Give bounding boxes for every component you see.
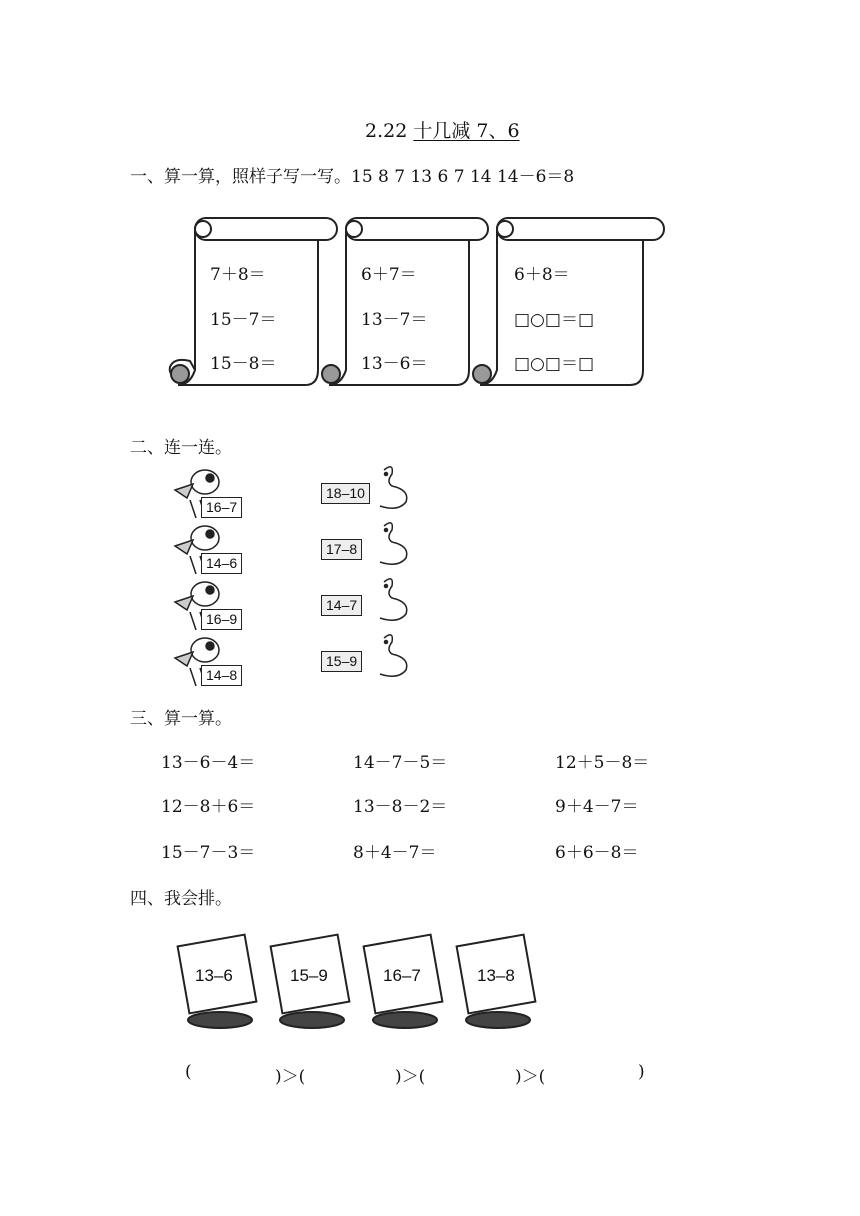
calc-item: 12－8＋6＝ [161,797,256,817]
goose-icon [380,635,407,676]
left-expression: 14–6 [201,553,242,574]
calc-item: 9＋4－7＝ [555,797,639,817]
right-expression: 17–8 [321,539,362,560]
calc-item: 14－7－5＝ [353,753,448,773]
scroll3-line2: □○□＝□ [514,310,595,330]
scroll1-line3: 15－8＝ [210,354,277,374]
order-blank[interactable]: ) [638,1062,645,1082]
section3-heading: 三、算一算。 [130,709,232,729]
card-label: 13–6 [195,966,233,985]
section4-heading: 四、我会排。 [130,889,232,909]
left-expression: 16–7 [201,497,242,518]
section2-heading: 二、连一连。 [130,438,232,458]
scroll2-line2: 13－7＝ [361,310,428,330]
right-expression: 14–7 [321,595,362,616]
right-expression: 18–10 [321,483,370,504]
card-label: 16–7 [383,966,421,985]
scroll1-line2: 15－7＝ [210,310,277,330]
card-label: 13–8 [477,966,515,985]
card-label: 15–9 [290,966,328,985]
order-blank[interactable]: )＞( [275,1067,306,1087]
calc-item: 6＋6－8＝ [555,843,639,863]
goose-icon [380,579,407,620]
order-blank[interactable]: )＞( [515,1067,546,1087]
left-expression: 16–9 [201,609,242,630]
calc-item: 8＋4－7＝ [353,843,437,863]
scroll1-line1: 7＋8＝ [210,265,266,285]
lesson-number: 2.22 [365,120,408,142]
order-blank[interactable]: )＞( [395,1067,426,1087]
calc-item: 15－7－3＝ [161,843,256,863]
order-blank[interactable]: ( [185,1062,192,1082]
section1-heading: 一、算一算，照样子写一写。15 8 7 13 6 7 14 14－6＝8 [130,167,575,187]
lesson-title: 十几减 7、6 [413,120,520,142]
scroll2-line1: 6＋7＝ [361,265,417,285]
right-expression: 15–9 [321,651,362,672]
scroll2-line3: 13－6＝ [361,354,428,374]
left-expression: 14–8 [201,665,242,686]
scroll3-line1: 6＋8＝ [514,265,570,285]
calc-item: 13－8－2＝ [353,797,448,817]
calc-item: 12＋5－8＝ [555,753,650,773]
scroll3-line3: □○□＝□ [514,354,595,374]
goose-icon [380,467,407,508]
calc-item: 13－6－4＝ [161,753,256,773]
goose-icon [380,523,407,564]
